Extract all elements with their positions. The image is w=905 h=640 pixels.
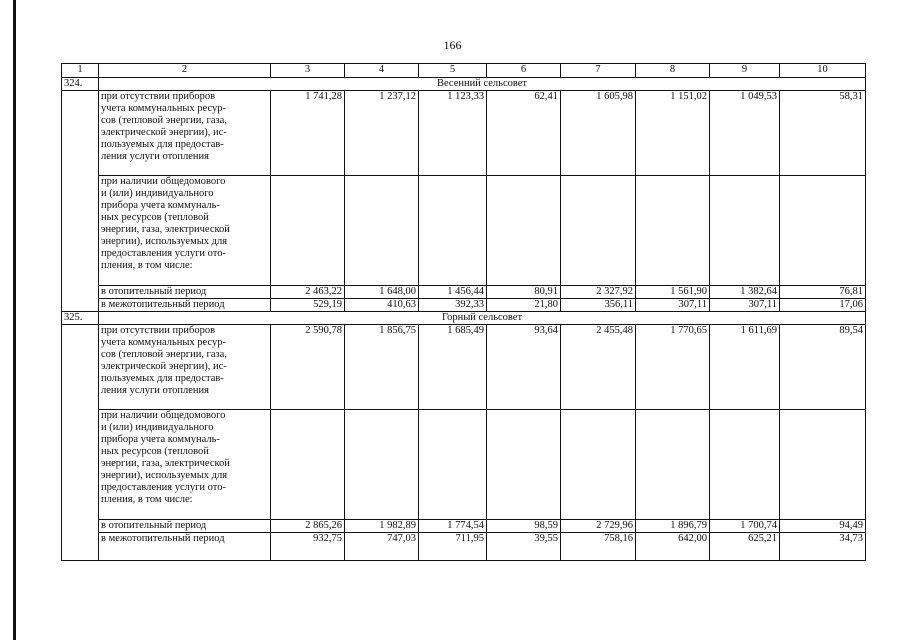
value-cell: 1 123,33 [419,91,487,176]
label-line: пления, в том числе: [101,260,193,271]
tariff-table [61,63,866,561]
label-line: сов (тепловой энергии, газа, [101,115,227,126]
label-line: пользуемых для предостав- [101,373,224,384]
label-line: электрической энергии), ис- [101,127,227,138]
value-cell: 356,11 [561,299,636,312]
header-cell: 10 [780,64,866,78]
row-label [99,176,271,286]
label-line: прибора учета коммуналь- [101,200,220,211]
header-cell: 8 [636,64,710,78]
value-cell: 307,11 [710,299,780,312]
header-cell: 3 [271,64,345,78]
label-line: ных ресурсов (тепловой [101,446,209,457]
value-cell: 711,95 [419,533,487,561]
label-line: прибора учета коммуналь- [101,434,220,445]
row-label: в отопительный период [99,520,271,533]
value-cell: 2 865,26 [271,520,345,533]
header-cell: 4 [345,64,419,78]
value-cell: 1 770,65 [636,325,710,410]
label-line: электрической энергии), ис- [101,361,227,372]
empty-cell [710,176,780,286]
row-label [99,91,271,176]
label-line: сов (тепловой энергии, газа, [101,349,227,360]
header-cell: 2 [99,64,271,78]
value-cell: 642,00 [636,533,710,561]
section-index: 325. [62,312,99,325]
value-cell: 2 590,78 [271,325,345,410]
value-cell: 98,59 [487,520,561,533]
label-line: ления услуги отопления [101,151,209,162]
label-line: учета коммунальных ресур- [101,103,226,114]
empty-cell [780,176,866,286]
value-cell: 747,03 [345,533,419,561]
value-cell: 2 729,96 [561,520,636,533]
label-line: энергии), используемых для [101,470,228,481]
value-cell: 1 896,79 [636,520,710,533]
empty-cell [780,410,866,520]
value-cell: 758,16 [561,533,636,561]
value-cell: 62,41 [487,91,561,176]
value-cell: 2 455,48 [561,325,636,410]
value-cell: 39,55 [487,533,561,561]
row-label: в межотопительный период [99,533,271,561]
label-line: предоставления услуги ото- [101,482,226,493]
value-cell: 625,21 [710,533,780,561]
value-cell: 1 982,89 [345,520,419,533]
label-line: ных ресурсов (тепловой [101,212,209,223]
header-cell: 1 [62,64,99,78]
empty-cell [636,410,710,520]
value-cell: 1 648,00 [345,286,419,299]
empty-cell [271,410,345,520]
row-label [99,410,271,520]
label-line: пления, в том числе: [101,494,193,505]
label-line: при наличии общедомового [101,410,226,421]
value-cell: 2 463,22 [271,286,345,299]
table-row [62,410,866,520]
empty-cell [345,410,419,520]
table-row [62,520,866,533]
table-row [62,286,866,299]
value-cell: 89,54 [780,325,866,410]
table-row [62,176,866,286]
row-label: в отопительный период [99,286,271,299]
value-cell: 76,81 [780,286,866,299]
value-cell: 17,06 [780,299,866,312]
value-cell: 1 856,75 [345,325,419,410]
table-row [62,299,866,312]
page-edge-bar [13,0,16,640]
value-cell: 1 382,64 [710,286,780,299]
header-cell: 7 [561,64,636,78]
row-label [99,325,271,410]
header-row [62,64,866,78]
value-cell: 1 605,98 [561,91,636,176]
value-cell: 1 741,28 [271,91,345,176]
empty-cell [561,410,636,520]
label-line: при наличии общедомового [101,176,226,187]
value-cell: 1 561,90 [636,286,710,299]
header-cell: 9 [710,64,780,78]
empty-cell [561,176,636,286]
index-spacer [62,91,99,312]
empty-cell [487,410,561,520]
label-line: при отсутствии приборов [101,91,216,102]
value-cell: 80,91 [487,286,561,299]
index-spacer [62,325,99,561]
value-cell: 58,31 [780,91,866,176]
value-cell: 1 049,53 [710,91,780,176]
value-cell: 1 456,44 [419,286,487,299]
label-line: при отсутствии приборов [101,325,216,336]
label-line: энергии), используемых для [101,236,228,247]
section-index: 324. [62,78,99,91]
empty-cell [487,176,561,286]
table-row [62,533,866,561]
value-cell: 2 327,92 [561,286,636,299]
section-row [62,312,866,325]
value-cell: 307,11 [636,299,710,312]
value-cell: 1 685,49 [419,325,487,410]
label-line: энергии, газа, электрической [101,458,230,469]
value-cell: 410,63 [345,299,419,312]
value-cell: 1 700,74 [710,520,780,533]
label-line: учета коммунальных ресур- [101,337,226,348]
label-line: энергии, газа, электрической [101,224,230,235]
header-cell: 5 [419,64,487,78]
row-label: в межотопительный период [99,299,271,312]
section-row [62,78,866,91]
value-cell: 34,73 [780,533,866,561]
section-title: Весенний сельсовет [99,78,866,91]
label-line: пользуемых для предостав- [101,139,224,150]
empty-cell [710,410,780,520]
label-line: и (или) индивидуального [101,422,214,433]
value-cell: 1 237,12 [345,91,419,176]
section-title: Горный сельсовет [99,312,866,325]
value-cell: 94,49 [780,520,866,533]
table-row [62,91,866,176]
label-line: ления услуги отопления [101,385,209,396]
empty-cell [271,176,345,286]
table-row [62,325,866,410]
header-cell: 6 [487,64,561,78]
value-cell: 1 611,69 [710,325,780,410]
label-line: предоставления услуги ото- [101,248,226,259]
value-cell: 529,19 [271,299,345,312]
value-cell: 932,75 [271,533,345,561]
value-cell: 392,33 [419,299,487,312]
empty-cell [419,410,487,520]
value-cell: 93,64 [487,325,561,410]
empty-cell [636,176,710,286]
empty-cell [419,176,487,286]
value-cell: 1 151,02 [636,91,710,176]
label-line: и (или) индивидуального [101,188,214,199]
page-number: 166 [443,38,462,52]
value-cell: 21,80 [487,299,561,312]
value-cell: 1 774,54 [419,520,487,533]
empty-cell [345,176,419,286]
